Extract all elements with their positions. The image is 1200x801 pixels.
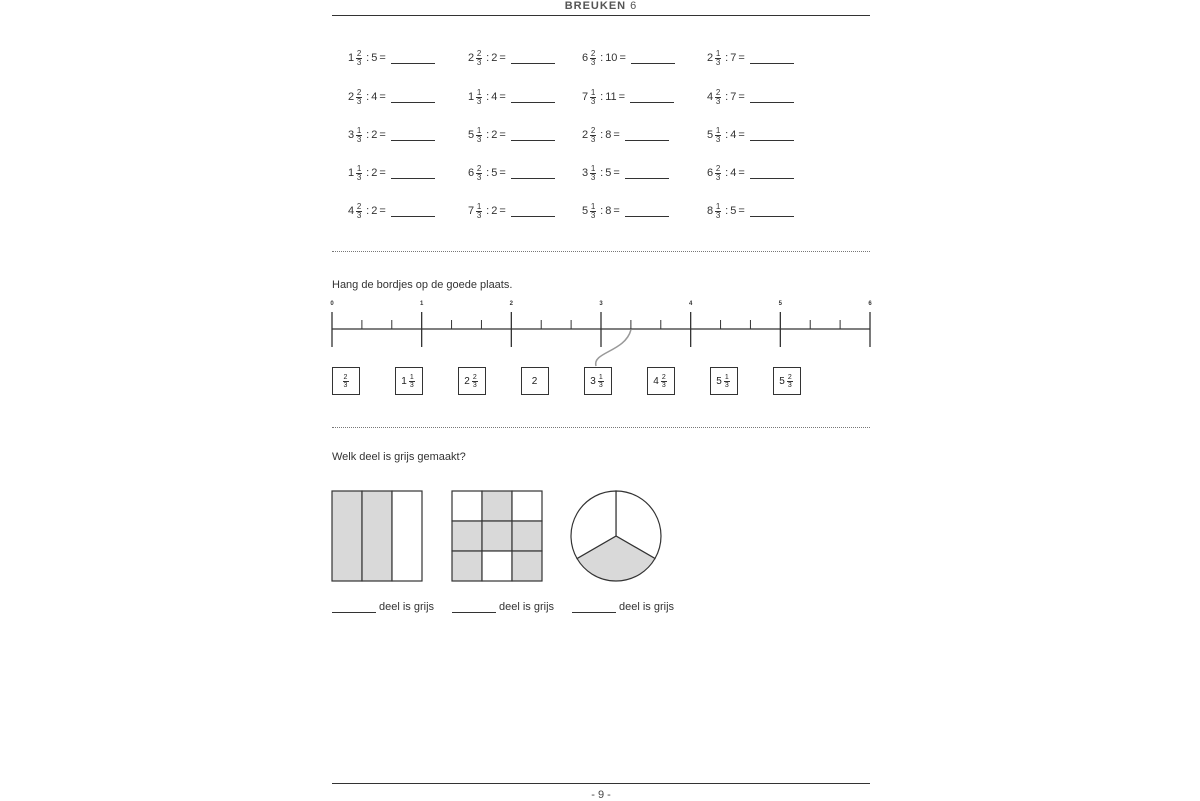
denominator: 3	[715, 134, 721, 144]
tick-label: 0	[330, 301, 334, 307]
denominator: 3	[356, 172, 362, 182]
shading-answer	[572, 601, 674, 613]
whole-number: 2	[468, 52, 475, 64]
denominator: 3	[356, 96, 362, 106]
denominator: 3	[715, 57, 721, 67]
divisor: 4	[371, 91, 378, 103]
grid-cell	[512, 521, 542, 551]
divide-sign: :	[725, 91, 729, 103]
divisor: 5	[730, 205, 737, 217]
answer-label: deel is grijs	[379, 601, 435, 613]
numerator: 2	[356, 87, 362, 97]
denominator: 3	[787, 381, 792, 389]
whole-number: 1	[468, 91, 475, 103]
stripe-cell	[392, 491, 422, 581]
equals-sign: =	[738, 129, 745, 141]
denominator: 3	[590, 57, 596, 67]
numerator: 2	[476, 48, 482, 58]
numerator: 1	[476, 125, 482, 135]
numerator: 2	[590, 48, 596, 58]
divisor: 2	[491, 52, 498, 64]
divisor: 4	[491, 91, 498, 103]
numerator: 1	[409, 373, 414, 381]
divisor: 5	[491, 167, 498, 179]
whole-number: 5	[707, 129, 714, 141]
denominator: 3	[715, 96, 721, 106]
header-number: 6	[630, 0, 638, 12]
whole-number: 4	[348, 205, 355, 217]
grid-cell	[452, 521, 482, 551]
divide-sign: :	[725, 167, 729, 179]
numerator: 1	[476, 87, 482, 97]
numerator: 2	[590, 125, 596, 135]
divide-sign: :	[366, 129, 370, 141]
equals-sign: =	[379, 167, 386, 179]
divide-sign: :	[486, 91, 490, 103]
denominator: 3	[343, 381, 348, 389]
tick-label: 2	[509, 301, 514, 307]
whole-number: 7	[468, 205, 475, 217]
divide-sign: :	[366, 52, 370, 64]
numerator: 2	[787, 373, 792, 381]
denominator: 3	[590, 134, 596, 144]
divide-sign: :	[725, 205, 729, 217]
whole-number: 5	[779, 375, 785, 387]
denominator: 3	[476, 172, 482, 182]
equals-sign: =	[613, 167, 620, 179]
denominator: 3	[715, 172, 721, 182]
divide-sign: :	[366, 205, 370, 217]
numerator: 1	[598, 373, 603, 381]
divisor: 2	[371, 129, 378, 141]
whole-number: 7	[582, 91, 589, 103]
denominator: 3	[476, 96, 482, 106]
denominator: 3	[476, 57, 482, 67]
numerator: 2	[661, 373, 666, 381]
divide-sign: :	[486, 167, 490, 179]
divisor: 5	[605, 167, 612, 179]
denominator: 3	[472, 381, 477, 389]
divisor: 8	[605, 205, 612, 217]
numerator: 1	[356, 125, 362, 135]
divisor: 5	[371, 52, 378, 64]
grid-cell	[452, 551, 482, 581]
footer-rule	[332, 783, 870, 784]
page-number: - 9 -	[591, 789, 611, 801]
denominator: 3	[661, 381, 666, 389]
equals-sign: =	[619, 52, 626, 64]
numerator: 1	[715, 125, 721, 135]
grid-cell	[482, 491, 512, 521]
divide-sign: :	[600, 52, 604, 64]
numerator: 1	[476, 201, 482, 211]
tick-label: 1	[419, 301, 424, 307]
equals-sign: =	[499, 167, 506, 179]
divisor: 4	[730, 167, 737, 179]
divisor: 2	[491, 129, 498, 141]
divisor: 8	[605, 129, 612, 141]
whole-number: 1	[348, 167, 355, 179]
whole-number: 2	[348, 91, 355, 103]
equals-sign: =	[379, 129, 386, 141]
denominator: 3	[715, 210, 721, 220]
grid-cell	[512, 551, 542, 581]
denominator: 3	[590, 96, 596, 106]
divisor: 2	[491, 205, 498, 217]
whole-number: 4	[707, 91, 714, 103]
grid-cell	[512, 491, 542, 521]
grid-cell	[452, 491, 482, 521]
grid-cell	[482, 521, 512, 551]
divide-sign: :	[725, 129, 729, 141]
equals-sign: =	[613, 129, 620, 141]
divide-sign: :	[486, 129, 490, 141]
numerator: 2	[356, 48, 362, 58]
equals-sign: =	[738, 167, 745, 179]
tick-label: 5	[778, 301, 783, 307]
numerator: 2	[715, 163, 721, 173]
denominator: 3	[356, 210, 362, 220]
whole-number: 2	[707, 52, 714, 64]
stripe-cell	[332, 491, 362, 581]
divide-sign: :	[600, 129, 604, 141]
divide-sign: :	[725, 52, 729, 64]
equals-sign: =	[379, 52, 386, 64]
denominator: 3	[476, 210, 482, 220]
denominator: 3	[590, 172, 596, 182]
numerator: 2	[476, 163, 482, 173]
answer-blank[interactable]	[332, 602, 376, 613]
denominator: 3	[476, 134, 482, 144]
numerator: 2	[472, 373, 477, 381]
numerator: 1	[715, 48, 721, 58]
numerator: 1	[590, 201, 596, 211]
equals-sign: =	[618, 91, 626, 103]
equals-sign: =	[613, 205, 620, 217]
answer-label: deel is grijs	[499, 601, 555, 613]
divisor: 7	[730, 91, 737, 103]
numerator: 1	[715, 201, 721, 211]
divide-sign: :	[366, 91, 370, 103]
equals-sign: =	[738, 91, 745, 103]
divisor: 2	[371, 205, 378, 217]
whole-number: 5	[582, 205, 589, 217]
numerator: 1	[590, 87, 596, 97]
whole-number: 3	[348, 129, 355, 141]
divisor: 7	[730, 52, 737, 64]
shading-instruction: Welk deel is grijs gemaakt?	[332, 451, 466, 463]
numberline-instruction: Hang de bordjes op de goede plaats.	[332, 279, 513, 291]
equals-sign: =	[499, 205, 506, 217]
whole-number: 2	[464, 375, 470, 387]
divisor: 4	[730, 129, 737, 141]
whole-number: 1	[348, 52, 355, 64]
numerator: 1	[590, 163, 596, 173]
whole-number: 4	[653, 375, 659, 387]
equals-sign: =	[379, 91, 386, 103]
numerator: 2	[715, 87, 721, 97]
divide-sign: :	[486, 205, 490, 217]
denominator: 3	[590, 210, 596, 220]
stripe-cell	[362, 491, 392, 581]
whole-number: 6	[582, 52, 589, 64]
divisor: 2	[371, 167, 378, 179]
tick-label: 4	[688, 301, 693, 307]
numerator: 1	[724, 373, 729, 381]
whole-number: 2	[582, 129, 589, 141]
tick-label: 3	[599, 301, 603, 307]
equals-sign: =	[738, 205, 745, 217]
denominator: 3	[724, 381, 729, 389]
divide-sign: :	[600, 91, 604, 103]
equals-sign: =	[499, 52, 506, 64]
numerator: 2	[343, 373, 348, 381]
whole-number: 2	[531, 375, 538, 387]
grid-cell	[482, 551, 512, 581]
divide-sign: :	[600, 167, 604, 179]
equals-sign: =	[499, 91, 506, 103]
denominator: 3	[356, 134, 362, 144]
divide-sign: :	[600, 205, 604, 217]
divide-sign: :	[366, 167, 370, 179]
whole-number: 1	[401, 375, 407, 387]
tick-label: 6	[868, 301, 872, 307]
equals-sign: =	[379, 205, 386, 217]
numerator: 2	[356, 201, 362, 211]
shading-answer	[452, 601, 554, 613]
whole-number: 3	[590, 375, 596, 387]
whole-number: 8	[707, 205, 714, 217]
denominator: 3	[409, 381, 414, 389]
equals-sign: =	[499, 129, 506, 141]
whole-number: 6	[707, 167, 714, 179]
whole-number: 5	[716, 375, 722, 387]
whole-number: 5	[468, 129, 475, 141]
denominator: 3	[598, 381, 603, 389]
shading-answer	[332, 601, 434, 613]
answer-blank[interactable]	[452, 602, 496, 613]
whole-number: 3	[582, 167, 589, 179]
header-title: BREUKEN	[564, 0, 627, 12]
answer-blank[interactable]	[572, 602, 616, 613]
divide-sign: :	[486, 52, 490, 64]
equals-sign: =	[738, 52, 745, 64]
denominator: 3	[356, 57, 362, 67]
answer-label: deel is grijs	[619, 601, 675, 613]
whole-number: 6	[468, 167, 475, 179]
divisor: 11	[605, 91, 617, 103]
numerator: 1	[356, 163, 362, 173]
divisor: 10	[605, 52, 618, 64]
